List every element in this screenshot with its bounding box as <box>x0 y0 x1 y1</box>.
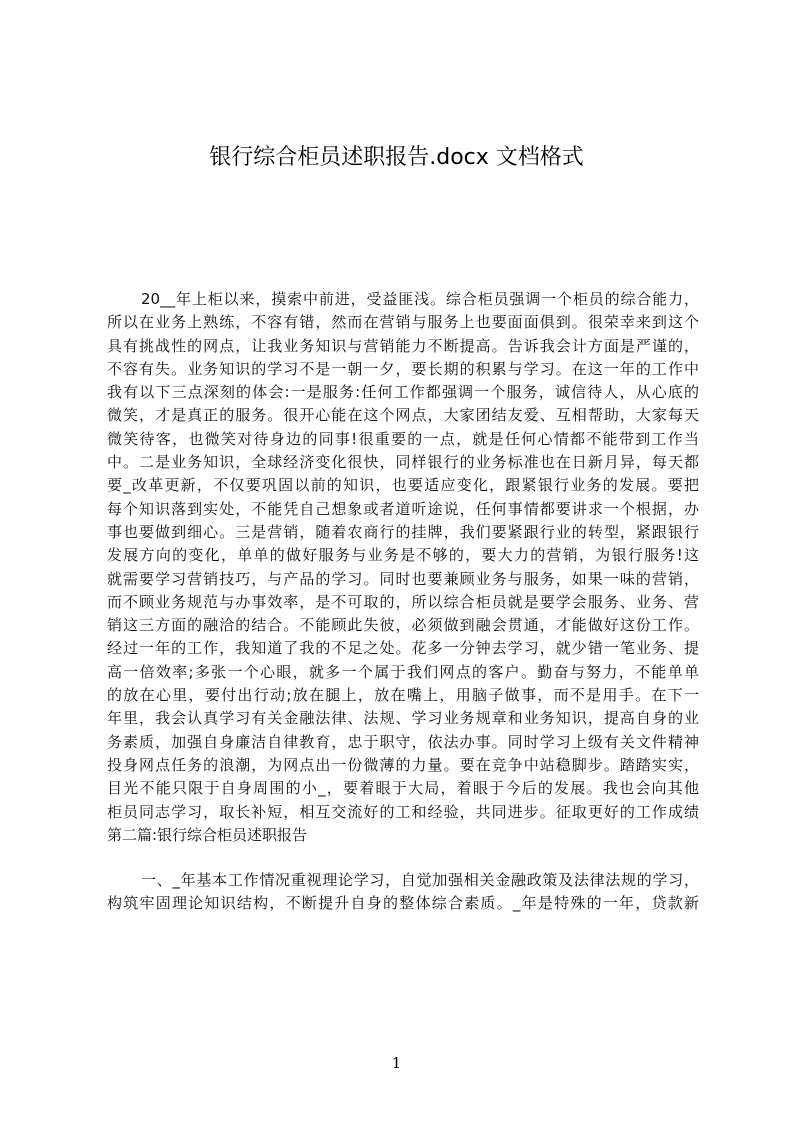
paragraph-line: 事也要做到细心。三是营销，随着农商行的挂牌，我们要紧跟行业的转型，紧跟银行 <box>107 522 699 541</box>
page-number: 1 <box>391 1054 402 1072</box>
paragraph-line: 我有以下三点深刻的体会:一是服务:任何工作都强调一个服务，诚信待人，从心底的 <box>107 383 699 402</box>
paragraph-line: 中。二是业务知识，全球经济变化很快，同样银行的业务标准也在日新月异，每天都 <box>107 453 699 472</box>
paragraph-line: 投身网点任务的浪潮，为网点出一份微薄的力量。要在竞争中站稳脚步。踏踏实实， <box>107 755 699 774</box>
paragraph-line: 不容有失。业务知识的学习不是一朝一夕，要长期的积累与学习。在这一年的工作中 <box>107 359 699 378</box>
paragraph-line: 就需要学习营销技巧，与产品的学习。同时也要兼顾业务与服务，如果一味的营销， <box>107 569 699 588</box>
paragraph-line: 20__年上柜以来，摸索中前进，受益匪浅。综合柜员强调一个柜员的综合能力， <box>141 290 699 308</box>
paragraph-line: 要_改革更新，不仅要巩固以前的知识，也要适应变化，跟紧银行业务的发展。要把 <box>107 476 699 495</box>
paragraph-line: 所以在业务上熟练，不容有错，然而在营销与服务上也要面面俱到。很荣幸来到这个 <box>107 313 699 332</box>
paragraph-line: 销这三方面的融洽的结合。不能顾此失彼，必须做到融会贯通，才能做好这份工作。 <box>107 616 699 635</box>
paragraph-line: 而不顾业务规范与办事效率，是不可取的，所以综合柜员就是要学会服务、业务、营 <box>107 592 699 611</box>
section-heading: 第二篇:银行综合柜员述职报告 <box>107 825 308 844</box>
paragraph-line: 务素质，加强自身廉洁自律教育，忠于职守，依法办事。同时学习上级有关文件精神 <box>107 732 699 751</box>
paragraph-line: 发展方向的变化，单单的做好服务与业务是不够的，要大力的营销，为银行服务!这 <box>107 546 699 565</box>
paragraph-line: 的放在心里，要付出行动;放在腿上，放在嘴上，用脑子做事，而不是用手。在下一 <box>107 686 699 705</box>
paragraph-line: 年里，我会认真学习有关金融法律、法规、学习业务规章和业务知识，提高自身的业 <box>107 709 699 728</box>
paragraph-line: 构筑牢固理论知识结构，不断提升自身的整体综合素质。_年是特殊的一年，贷款新 <box>107 894 699 913</box>
paragraph-line: 柜员同志学习，取长补短，相互交流好的工和经验，共同进步。征取更好的工作成绩 <box>107 802 699 821</box>
paragraph-line: 微笑，才是真正的服务。很开心能在这个网点，大家团结友爱、互相帮助，大家每天 <box>107 406 699 425</box>
paragraph-gap <box>107 847 699 869</box>
document-body <box>107 288 699 916</box>
document-title: 银行综合柜员述职报告.docx 文档格式 <box>209 145 584 170</box>
paragraph-line: 每个知识落到实处，不能凭自己想象或者道听途说，任何事情都要讲求一个根据，办 <box>107 499 699 518</box>
paragraph-line: 微笑待客，也微笑对待身边的同事!很重要的一点，就是任何心情都不能带到工作当 <box>107 429 699 448</box>
paragraph-line: 高一倍效率;多张一个心眼，就多一个属于我们网点的客户。勤奋与努力，不能单单 <box>107 662 699 681</box>
paragraph-line: 一、_年基本工作情况重视理论学习，自觉加强相关金融政策及法律法规的学习， <box>141 871 699 890</box>
paragraph-line: 经过一年的工作，我知道了我的不足之处。花多一分钟去学习，就少错一笔业务、提 <box>107 639 699 658</box>
paragraph-line: 目光不能只限于自身周围的小_，要着眼于大局，着眼于今后的发展。我也会向其他 <box>107 779 699 798</box>
paragraph-line: 具有挑战性的网点，让我业务知识与营销能力不断提高。告诉我会计方面是严谨的， <box>107 336 699 355</box>
